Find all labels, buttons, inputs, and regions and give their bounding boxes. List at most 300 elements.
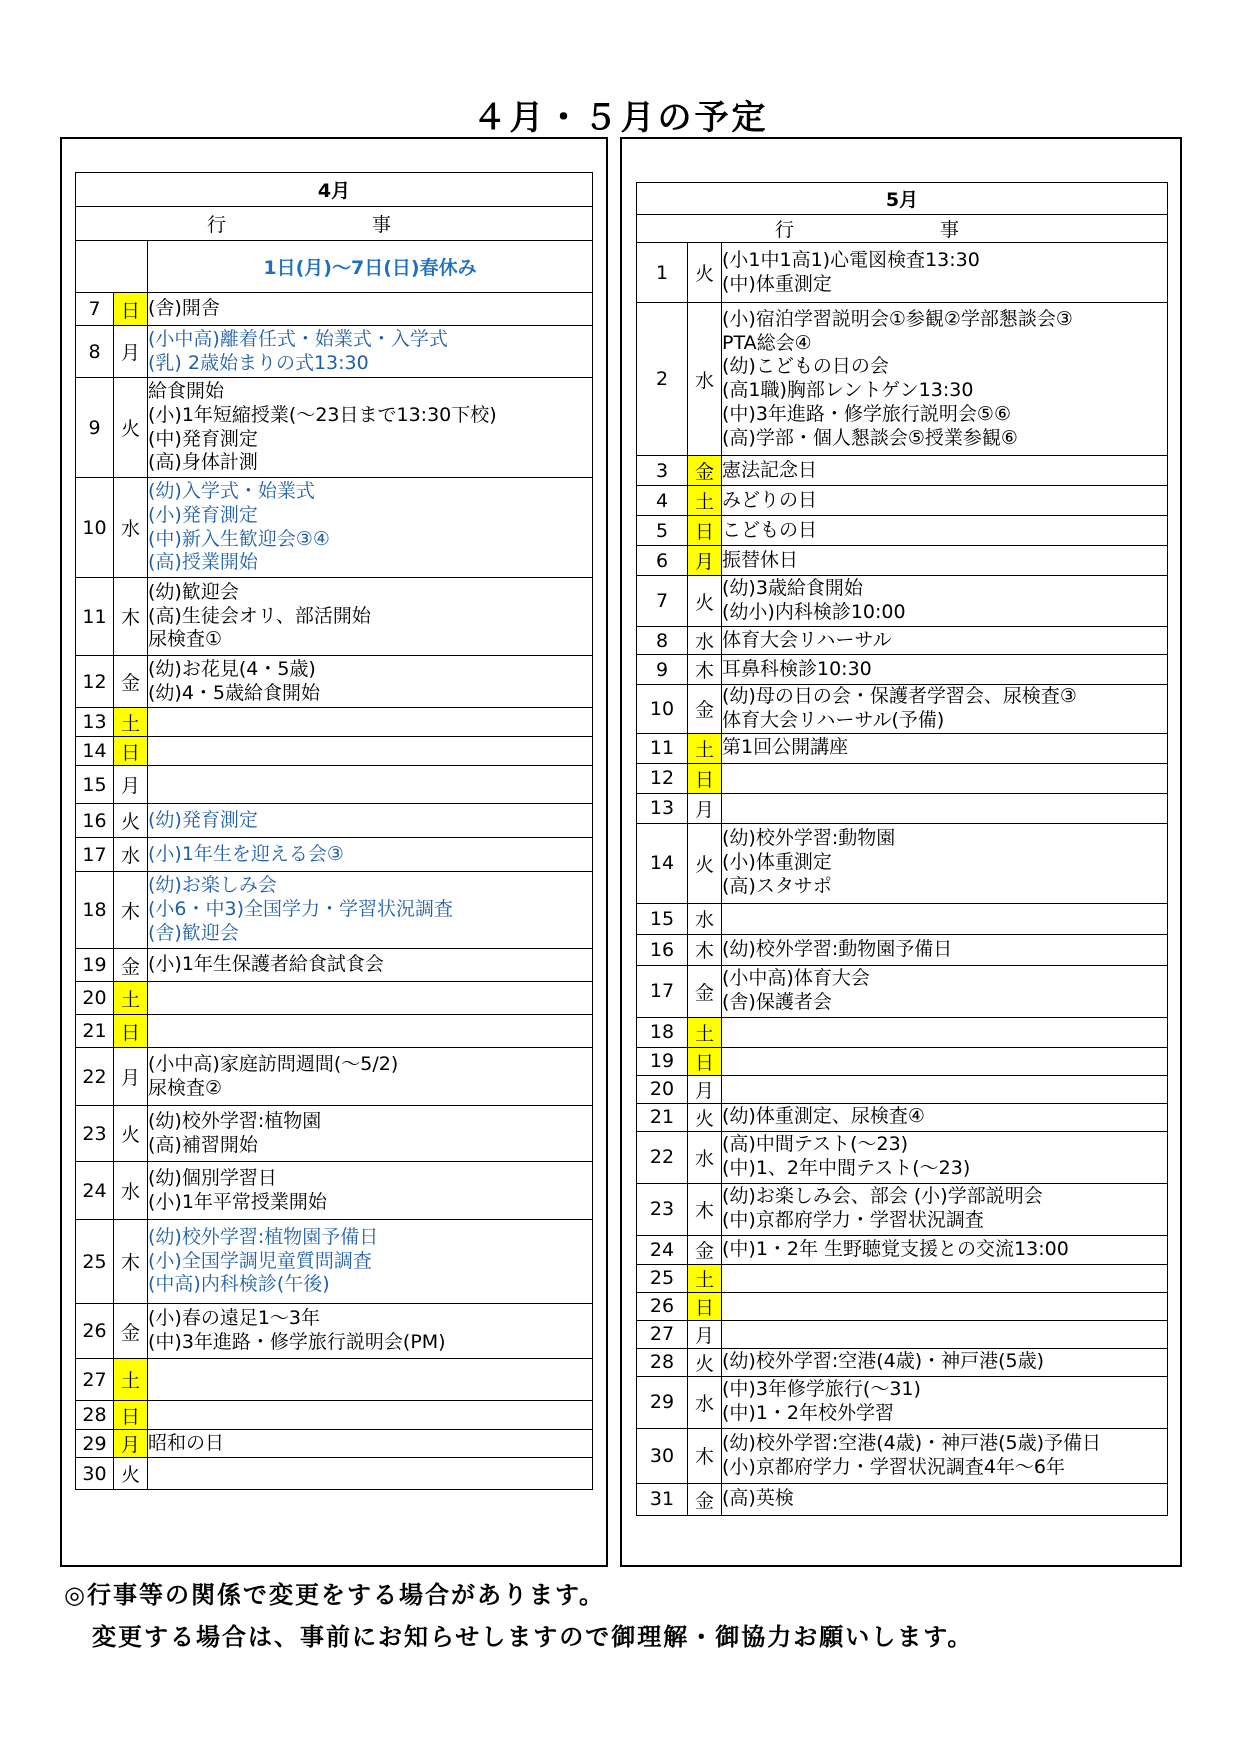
day-number: 21 — [76, 1015, 114, 1048]
event-cell — [722, 1264, 1168, 1292]
weekday: 土 — [688, 733, 722, 763]
day-row — [637, 1047, 1168, 1075]
weekday: 土 — [114, 1359, 148, 1401]
event-cell — [722, 627, 1168, 655]
event-line: 耳鼻科検診10:30 — [722, 657, 872, 680]
weekday: 火 — [688, 1348, 722, 1376]
event-cell — [722, 1075, 1168, 1103]
day-number: 20 — [637, 1075, 688, 1103]
event-cell — [148, 293, 593, 326]
day-row — [637, 1376, 1168, 1428]
day-number: 30 — [76, 1458, 114, 1490]
event-line: (幼)校外学習:動物園予備日 — [722, 937, 953, 960]
day-number: 8 — [637, 627, 688, 655]
event-cell — [148, 1359, 593, 1401]
day-number: 2 — [637, 303, 688, 456]
weekday: 木 — [114, 872, 148, 949]
weekday: 月 — [688, 1075, 722, 1103]
day-row — [76, 1220, 593, 1304]
day-number: 16 — [637, 934, 688, 965]
weekday: 水 — [688, 1376, 722, 1428]
event-cell — [148, 737, 593, 766]
april-month-heading: 4月 — [76, 173, 593, 207]
event-line: (中)新入生歓迎会③④ — [148, 527, 330, 550]
day-row — [637, 903, 1168, 934]
day-number: 21 — [637, 1103, 688, 1131]
day-row — [76, 1106, 593, 1162]
day-number: 28 — [637, 1348, 688, 1376]
weekday: 木 — [688, 934, 722, 965]
day-row — [637, 685, 1168, 734]
event-line: (幼)こどもの日の会 — [722, 355, 889, 378]
weekday: 日 — [688, 763, 722, 793]
day-row — [637, 1320, 1168, 1348]
day-number: 29 — [637, 1376, 688, 1428]
day-number: 31 — [637, 1483, 688, 1515]
event-line: (幼)発育測定 — [148, 808, 258, 831]
weekday: 火 — [688, 243, 722, 303]
weekday: 日 — [114, 293, 148, 326]
event-line: 給食開始 — [148, 380, 225, 402]
event-line: (幼)校外学習:動物園 — [722, 827, 896, 850]
event-line: (中)1、2年中間テスト(～23) — [722, 1157, 971, 1179]
weekday: 火 — [688, 1103, 722, 1131]
event-cell — [722, 303, 1168, 456]
weekday: 月 — [114, 326, 148, 378]
weekday: 日 — [688, 1047, 722, 1075]
day-number: 19 — [76, 949, 114, 982]
day-number: 9 — [76, 378, 114, 478]
day-row — [76, 1162, 593, 1220]
weekday: 木 — [688, 655, 722, 685]
day-number: 23 — [76, 1106, 114, 1162]
weekday: 木 — [688, 1428, 722, 1483]
day-row — [76, 766, 593, 804]
event-cell — [148, 1304, 593, 1359]
event-line: (舎)開舎 — [148, 297, 220, 320]
day-row — [76, 378, 593, 478]
event-cell — [722, 685, 1168, 734]
event-cell — [722, 1183, 1168, 1235]
event-cell — [722, 1428, 1168, 1483]
event-line: 尿検査② — [148, 1076, 223, 1099]
event-cell — [148, 1458, 593, 1490]
weekday: 月 — [114, 1430, 148, 1458]
event-line: (中)3年進路・修学旅行説明会⑤⑥ — [722, 402, 1011, 425]
day-row — [637, 1428, 1168, 1483]
event-line: (小)体重測定 — [722, 851, 832, 874]
day-number: 26 — [76, 1304, 114, 1359]
event-line: (中)発育測定 — [148, 427, 258, 450]
event-line: (高)身体計測 — [148, 451, 258, 474]
weekday: 月 — [114, 1048, 148, 1106]
event-line: (小)1年短縮授業(～23日まで13:30下校) — [148, 403, 497, 426]
day-row — [76, 1430, 593, 1458]
day-number: 6 — [637, 546, 688, 576]
day-row — [76, 982, 593, 1015]
may-schedule-table — [636, 182, 1168, 1516]
event-cell — [148, 656, 593, 708]
event-cell — [148, 872, 593, 949]
event-line: (小)京都府学力・学習状況調査4年～6年 — [722, 1455, 1066, 1478]
weekday: 金 — [688, 1483, 722, 1515]
event-cell — [722, 655, 1168, 685]
event-line: (幼)校外学習:空港(4歳)・神戸港(5歳) — [722, 1350, 1045, 1373]
weekday: 火 — [114, 1106, 148, 1162]
event-cell — [148, 1162, 593, 1220]
day-row — [637, 1235, 1168, 1264]
weekday: 水 — [688, 627, 722, 655]
weekday: 月 — [688, 793, 722, 823]
event-line: 尿検査① — [148, 628, 223, 651]
day-number: 26 — [637, 1292, 688, 1320]
weekday: 水 — [688, 303, 722, 456]
event-cell — [722, 486, 1168, 516]
day-number: 27 — [637, 1320, 688, 1348]
weekday: 土 — [688, 1264, 722, 1292]
event-line: (幼)歓迎会 — [148, 580, 239, 603]
weekday: 木 — [114, 1220, 148, 1304]
event-line: 第1回公開講座 — [722, 736, 849, 759]
weekday: 日 — [114, 1015, 148, 1048]
day-row — [637, 1131, 1168, 1183]
event-line: (中)3年修学旅行(～31) — [722, 1378, 921, 1401]
day-number: 16 — [76, 804, 114, 838]
event-line: (高)学部・個人懇談会⑤授業参観⑥ — [722, 426, 1018, 449]
weekday: 火 — [688, 823, 722, 903]
event-line: 憲法記念日 — [722, 458, 818, 481]
april-events-header: 行 事 — [76, 207, 593, 241]
event-line: 体育大会リハーサル — [722, 628, 892, 651]
april-spring-break: 1日(月)～7日(日)春休み — [148, 241, 593, 293]
event-cell — [722, 823, 1168, 903]
event-cell — [148, 708, 593, 737]
event-cell — [148, 838, 593, 872]
event-cell — [722, 1047, 1168, 1075]
event-line: (高)英検 — [722, 1487, 794, 1510]
day-row — [76, 737, 593, 766]
weekday: 火 — [688, 576, 722, 627]
day-row — [76, 708, 593, 737]
day-row — [76, 804, 593, 838]
event-cell — [148, 1220, 593, 1304]
day-row — [637, 516, 1168, 546]
day-number: 20 — [76, 982, 114, 1015]
day-number: 22 — [76, 1048, 114, 1106]
event-line: (幼)校外学習:植物園 — [148, 1109, 322, 1132]
event-cell — [722, 733, 1168, 763]
day-row — [76, 1304, 593, 1359]
weekday: 火 — [114, 378, 148, 478]
event-cell — [722, 903, 1168, 934]
weekday: 水 — [114, 1162, 148, 1220]
weekday: 火 — [114, 1458, 148, 1490]
event-line: (小)発育測定 — [148, 503, 258, 526]
event-line: (高)授業開始 — [148, 551, 258, 574]
event-cell — [722, 1320, 1168, 1348]
event-line: (小中高)離着任式・始業式・入学式 — [148, 327, 448, 350]
weekday: 金 — [114, 1304, 148, 1359]
event-line: (幼)お花見(4・5歳) — [148, 657, 316, 680]
day-row — [637, 576, 1168, 627]
weekday: 日 — [688, 1292, 722, 1320]
day-number: 18 — [637, 1017, 688, 1047]
day-row — [76, 656, 593, 708]
event-line: (中)3年進路・修学旅行説明会(PM) — [148, 1331, 446, 1353]
day-row — [76, 578, 593, 656]
event-line: (小)1年生を迎える会③ — [148, 842, 344, 865]
event-line: (小)1年生保護者給食試食会 — [148, 953, 384, 976]
day-row — [637, 546, 1168, 576]
day-row — [637, 627, 1168, 655]
footer-note: ◎行事等の関係で変更をする場合があります。 — [64, 1581, 606, 1609]
weekday: 土 — [114, 708, 148, 737]
event-line: (幼)個別学習日 — [148, 1166, 277, 1189]
weekday: 水 — [688, 1131, 722, 1183]
event-line: (高)中間テスト(～23) — [722, 1133, 909, 1156]
event-line: (幼)体重測定、尿検査④ — [722, 1105, 925, 1128]
event-cell — [148, 378, 593, 478]
event-cell — [722, 763, 1168, 793]
day-number: 11 — [76, 578, 114, 656]
event-line: (幼)母の日の会・保護者学習会、尿検査③ — [722, 685, 1077, 707]
weekday: 金 — [114, 949, 148, 982]
day-number: 13 — [76, 708, 114, 737]
page-title: ４月・５月の予定 — [472, 98, 769, 138]
event-line: 昭和の日 — [148, 1431, 225, 1454]
event-line: (小中高)体育大会 — [722, 967, 870, 990]
event-cell — [148, 1048, 593, 1106]
event-cell — [722, 1235, 1168, 1264]
day-number: 5 — [637, 516, 688, 546]
day-number: 14 — [637, 823, 688, 903]
event-line: (中)1・2年 生野聴覚支援との交流13:00 — [722, 1237, 1069, 1260]
day-number: 18 — [76, 872, 114, 949]
event-cell — [722, 1103, 1168, 1131]
event-line: (幼)入学式・始業式 — [148, 480, 315, 502]
day-number: 11 — [637, 733, 688, 763]
day-row — [637, 303, 1168, 456]
event-cell — [722, 516, 1168, 546]
day-number: 27 — [76, 1359, 114, 1401]
event-line: PTA総会④ — [722, 331, 812, 354]
event-line: (中高)内科検診(午後) — [148, 1273, 330, 1296]
event-cell — [148, 326, 593, 378]
weekday: 水 — [114, 838, 148, 872]
event-cell — [148, 949, 593, 982]
event-cell — [722, 576, 1168, 627]
event-cell — [722, 934, 1168, 965]
day-row — [76, 872, 593, 949]
weekday: 木 — [688, 1183, 722, 1235]
weekday: 金 — [114, 656, 148, 708]
day-row — [637, 456, 1168, 486]
day-number: 7 — [76, 293, 114, 326]
event-cell — [722, 1483, 1168, 1515]
event-cell — [148, 478, 593, 578]
day-row — [637, 655, 1168, 685]
day-row — [637, 1264, 1168, 1292]
may-month-heading: 5月 — [637, 183, 1168, 215]
day-row — [637, 1017, 1168, 1047]
event-cell — [148, 578, 593, 656]
day-row — [76, 478, 593, 578]
april-schedule-table — [75, 172, 593, 1490]
day-number: 12 — [76, 656, 114, 708]
day-row — [637, 965, 1168, 1017]
event-cell — [148, 982, 593, 1015]
day-number: 17 — [76, 838, 114, 872]
weekday: 日 — [114, 1401, 148, 1430]
event-line: (中)京都府学力・学習状況調査 — [722, 1209, 984, 1231]
day-number: 13 — [637, 793, 688, 823]
event-cell — [148, 1015, 593, 1048]
event-cell — [722, 1348, 1168, 1376]
event-line: (幼)4・5歳給食開始 — [148, 681, 321, 704]
day-number: 10 — [637, 685, 688, 734]
event-line: (幼)お楽しみ会 — [148, 874, 277, 897]
day-row — [637, 1292, 1168, 1320]
april-spring-break-blank — [76, 241, 148, 293]
event-line: (高)スタサポ — [722, 874, 832, 897]
event-cell — [722, 965, 1168, 1017]
event-cell — [722, 456, 1168, 486]
event-line: (小1中1高1)心電図検査13:30 — [722, 248, 980, 271]
event-line: (舎)歓迎会 — [148, 921, 239, 944]
event-line: (小6・中3)全国学力・学習状況調査 — [148, 898, 454, 921]
day-number: 24 — [637, 1235, 688, 1264]
day-row — [76, 838, 593, 872]
event-line: みどりの日 — [722, 488, 818, 511]
weekday: 月 — [114, 766, 148, 804]
day-row — [637, 793, 1168, 823]
weekday: 土 — [688, 486, 722, 516]
event-line: (高)生徒会オリ、部活開始 — [148, 604, 371, 627]
day-row — [637, 486, 1168, 516]
event-cell — [148, 1401, 593, 1430]
day-row — [637, 1183, 1168, 1235]
weekday: 金 — [688, 685, 722, 734]
event-cell — [148, 804, 593, 838]
day-row — [76, 1015, 593, 1048]
day-number: 25 — [76, 1220, 114, 1304]
day-number: 15 — [637, 903, 688, 934]
day-number: 9 — [637, 655, 688, 685]
day-number: 15 — [76, 766, 114, 804]
event-line: (中)体重測定 — [722, 272, 832, 295]
event-line: (小)宿泊学習説明会①参観②学部懇談会③ — [722, 307, 1073, 330]
weekday: 日 — [114, 737, 148, 766]
day-row — [76, 949, 593, 982]
event-cell — [148, 766, 593, 804]
day-number: 12 — [637, 763, 688, 793]
day-number: 17 — [637, 965, 688, 1017]
day-row — [637, 1103, 1168, 1131]
event-cell — [722, 1376, 1168, 1428]
event-line: (幼)校外学習:植物園予備日 — [148, 1225, 379, 1248]
day-number: 19 — [637, 1047, 688, 1075]
event-line: (小)全国学調児童質問調査 — [148, 1249, 372, 1272]
event-cell — [722, 1131, 1168, 1183]
weekday: 月 — [688, 1320, 722, 1348]
day-number: 25 — [637, 1264, 688, 1292]
day-row — [637, 934, 1168, 965]
event-line: (中)1・2年校外学習 — [722, 1402, 895, 1424]
day-number: 14 — [76, 737, 114, 766]
weekday: 木 — [114, 578, 148, 656]
event-line: 振替休日 — [722, 548, 799, 571]
event-line: (乳) 2歳始まりの式13:30 — [148, 351, 369, 374]
day-row — [637, 243, 1168, 303]
day-row — [637, 1483, 1168, 1515]
event-cell — [722, 546, 1168, 576]
day-number: 1 — [637, 243, 688, 303]
weekday: 水 — [114, 478, 148, 578]
day-row — [76, 1401, 593, 1430]
day-row — [637, 763, 1168, 793]
weekday: 金 — [688, 1235, 722, 1264]
weekday: 水 — [688, 903, 722, 934]
day-row — [76, 293, 593, 326]
footer-note-detail: 変更する場合は、事前にお知らせしますので御理解・御協力お願いします。 — [92, 1623, 974, 1651]
event-line: (幼)3歳給食開始 — [722, 577, 863, 600]
weekday: 日 — [688, 516, 722, 546]
event-cell — [148, 1106, 593, 1162]
day-row — [637, 823, 1168, 903]
event-line: (幼)お楽しみ会、部会 (小)学部説明会 — [722, 1185, 1043, 1208]
event-line: (高)補習開始 — [148, 1133, 258, 1156]
event-line: 体育大会リハーサル(予備) — [722, 708, 945, 731]
day-number: 23 — [637, 1183, 688, 1235]
day-number: 29 — [76, 1430, 114, 1458]
day-row — [637, 1348, 1168, 1376]
event-cell — [722, 243, 1168, 303]
day-row — [76, 326, 593, 378]
event-line: (幼小)内科検診10:00 — [722, 601, 906, 623]
event-cell — [722, 1292, 1168, 1320]
weekday: 金 — [688, 456, 722, 486]
weekday: 火 — [114, 804, 148, 838]
event-line: (幼)校外学習:空港(4歳)・神戸港(5歳)予備日 — [722, 1431, 1102, 1454]
event-cell — [722, 793, 1168, 823]
event-line: (小中高)家庭訪問週間(～5/2) — [148, 1052, 399, 1075]
day-number: 30 — [637, 1428, 688, 1483]
weekday: 土 — [688, 1017, 722, 1047]
day-row — [76, 1458, 593, 1490]
day-row — [637, 1075, 1168, 1103]
event-line: (高1職)胸部レントゲン13:30 — [722, 379, 974, 401]
day-number: 28 — [76, 1401, 114, 1430]
day-number: 24 — [76, 1162, 114, 1220]
day-number: 3 — [637, 456, 688, 486]
day-row — [76, 1359, 593, 1401]
weekday: 土 — [114, 982, 148, 1015]
day-number: 10 — [76, 478, 114, 578]
weekday: 月 — [688, 546, 722, 576]
day-number: 7 — [637, 576, 688, 627]
day-number: 4 — [637, 486, 688, 516]
event-cell — [722, 1017, 1168, 1047]
day-row — [637, 733, 1168, 763]
weekday: 金 — [688, 965, 722, 1017]
day-row — [76, 1048, 593, 1106]
event-line: (小)春の遠足1～3年 — [148, 1307, 321, 1330]
event-line: こどもの日 — [722, 518, 818, 541]
event-cell — [148, 1430, 593, 1458]
event-line: (小)1年平常授業開始 — [148, 1190, 327, 1213]
may-events-header: 行 事 — [637, 215, 1168, 243]
day-number: 22 — [637, 1131, 688, 1183]
